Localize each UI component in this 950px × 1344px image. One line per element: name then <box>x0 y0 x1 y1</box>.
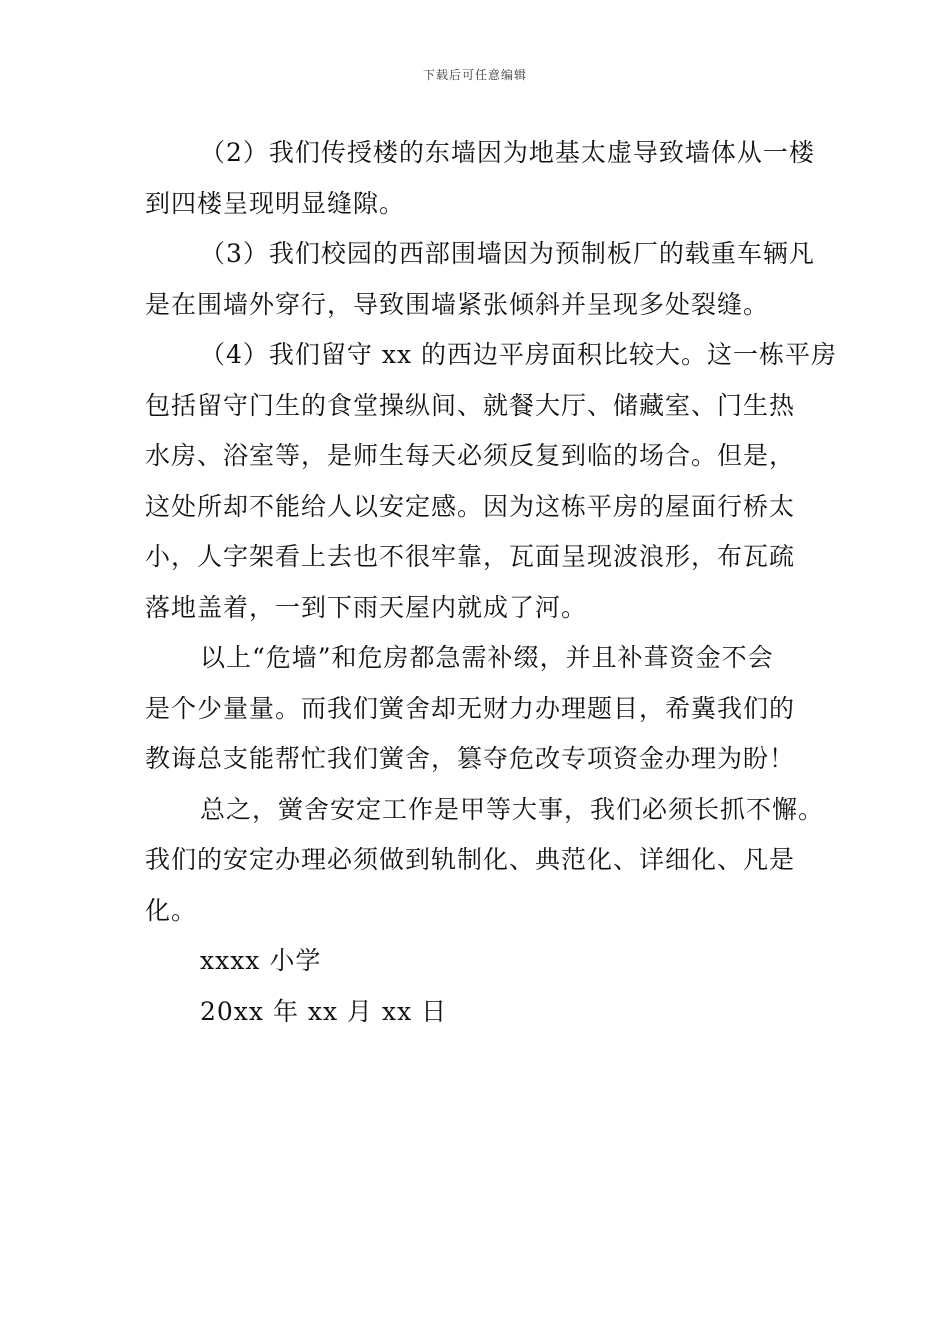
text-line: 这处所却不能给人以安定感。因为这栋平房的屋面行桥太 <box>145 491 796 521</box>
text-line: 教诲总支能帮忙我们黉舍，篡夺危改专项资金办理为盼！ <box>145 744 796 773</box>
document-body <box>145 128 837 1037</box>
text-line: 是在围墙外穿行，导致围墙紧张倾斜并呈现多处裂缝。 <box>145 289 770 319</box>
text-line: 总之，黉舍安定工作是甲等大事，我们必须长抓不懈。 <box>200 794 825 824</box>
signature-date: 20xx 年 xx 月 xx 日 <box>200 996 448 1026</box>
text-line: 水房、浴室等，是师生每天必须反复到临的场合。但是， <box>145 441 796 470</box>
text-line: 我们的安定办理必须做到轨制化、典范化、详细化、凡是 <box>145 845 796 874</box>
text-line: 到四楼呈现明显缝隙。 <box>145 188 406 218</box>
header-note: 下载后可任意编辑 <box>422 68 527 82</box>
signature-school: xxxx 小学 <box>200 946 322 975</box>
text-line: （3）我们校园的西部围墙因为预制板厂的载重车辆凡 <box>200 239 815 268</box>
text-line: 落地盖着，一到下雨天屋内就成了河。 <box>145 592 588 622</box>
text-line: 以上“危墙”和危房都急需补缀，并且补葺资金不会 <box>200 643 774 672</box>
text-line: 是个少量量。而我们黉舍却无财力办理题目，希冀我们的 <box>145 693 796 723</box>
text-line: （2）我们传授楼的东墙因为地基太虚导致墙体从一楼 <box>200 138 815 167</box>
text-line: （4）我们留守 xx 的西边平房面积比较大。这一栋平房 <box>200 340 837 369</box>
text-line: 包括留守门生的食堂操纵间、就餐大厅、储藏室、门生热 <box>145 390 796 420</box>
text-line: 小，人字架看上去也不很牢靠，瓦面呈现波浪形，布瓦疏 <box>145 542 796 571</box>
text-line: 化。 <box>145 895 198 925</box>
